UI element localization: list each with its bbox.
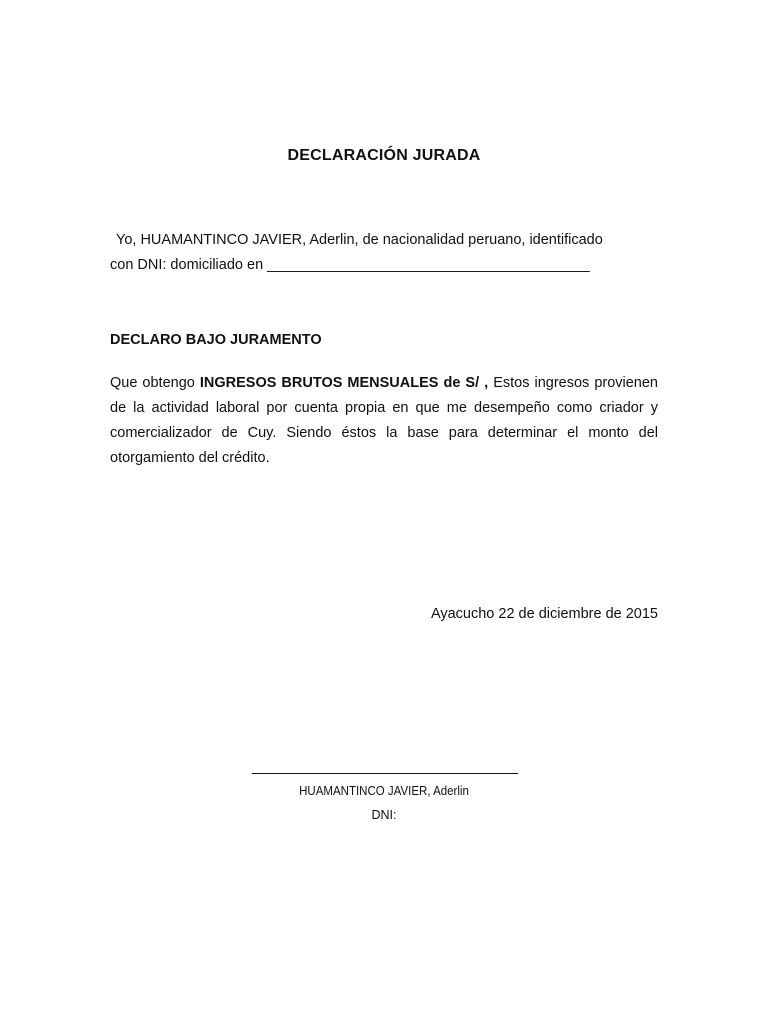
place-date: Ayacucho 22 de diciembre de 2015 <box>430 606 658 622</box>
document-title: DECLARACIÓN JURADA <box>287 147 481 164</box>
intro-line-1: Yo, HUAMANTINCO JAVIER, Aderlin, de nacionalidad peruano, identificado <box>116 232 603 248</box>
intro-line-2: con DNI: domiciliado en ________________________________________ <box>110 257 590 273</box>
body-rest: Estos ingresos provienen de la actividad laboral por cuenta propia en que me desempeño como criador y comercializador de Cuy. Siendo éstos la base para determinar el monto del otorgamiento del crédito. <box>110 375 658 466</box>
signature-line <box>252 773 518 774</box>
body-lead: Que obtengo <box>110 375 195 391</box>
declaration-heading: DECLARO BAJO JURAMENTO <box>110 332 322 348</box>
signature-name: HUAMANTINCO JAVIER, Aderlin <box>299 784 469 798</box>
income-phrase: INGRESOS BRUTOS MENSUALES de S/ , <box>199 375 489 391</box>
body-paragraph <box>110 371 658 471</box>
intro-paragraph <box>110 228 658 278</box>
signature-dni: DNI: <box>371 808 397 822</box>
